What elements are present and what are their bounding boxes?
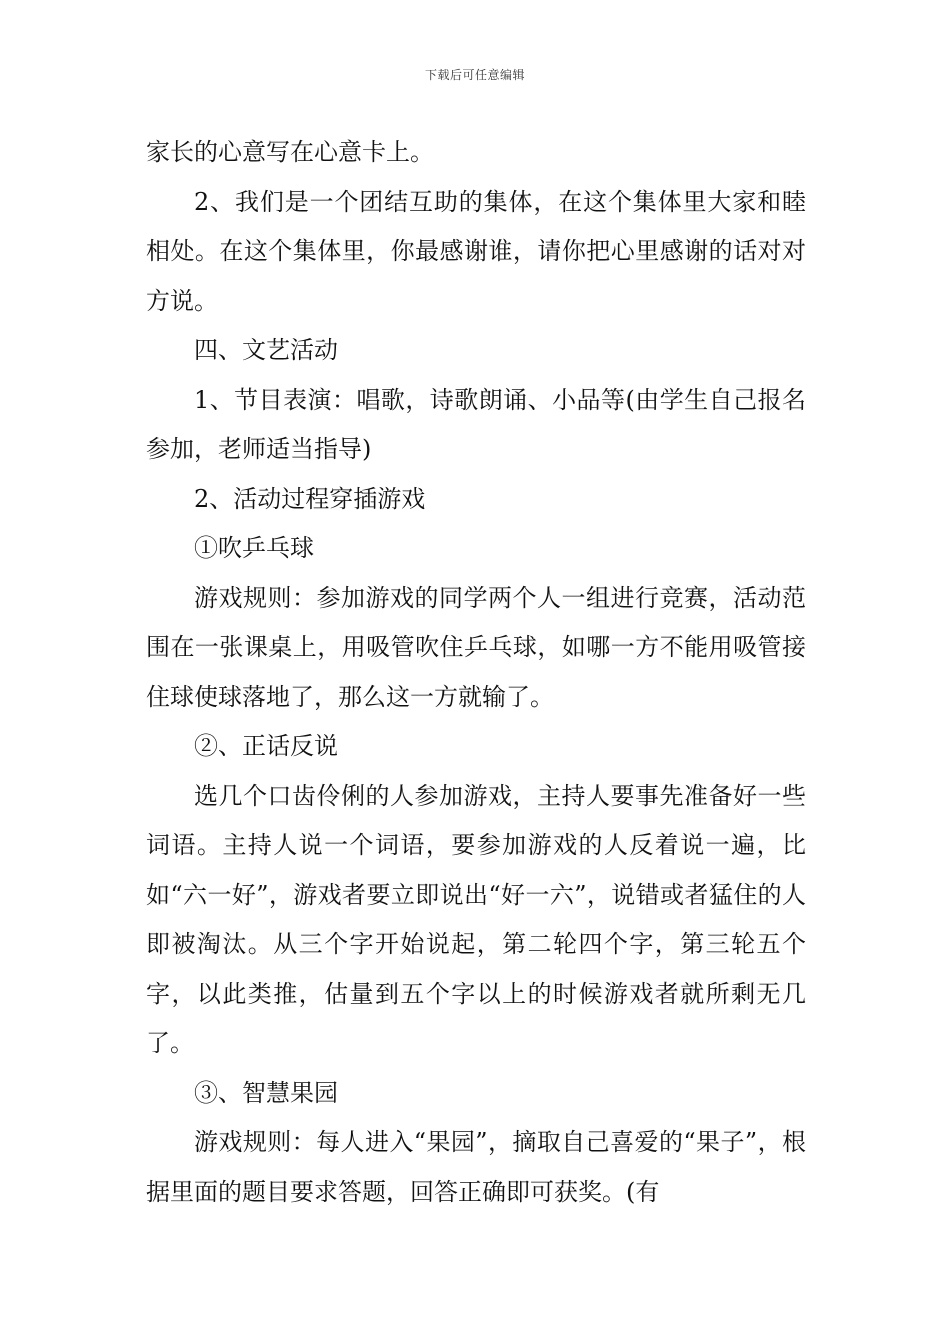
game-rules-orchard: 游戏规则：每人进入“果园”，摘取自己喜爱的“果子”，根据里面的题目要求答题，回答正确即可获奖。(有 — [146, 1128, 806, 1206]
game-heading-reverse: ②、正话反说 — [194, 732, 338, 760]
page-header: 下载后可任意编辑 — [424, 68, 525, 82]
paragraph-2: 2、我们是一个团结互助的集体，在这个集体里大家和睦相处。在这个集体里，你最感谢谁，请你把心里感谢的话对对方说。 — [146, 187, 806, 315]
paragraph-games-intro: 2、活动过程穿插游戏 — [194, 484, 426, 513]
document-body — [146, 128, 806, 1217]
paragraph-1: 家长的心意写在心意卡上。 — [146, 138, 434, 166]
paragraph-performance: 1、节目表演：唱歌，诗歌朗诵、小品等(由学生自己报名参加，老师适当指导) — [146, 385, 806, 463]
section-heading-arts: 四、文艺活动 — [194, 336, 338, 364]
game-rules-pingpong: 游戏规则：参加游戏的同学两个人一组进行竞赛，活动范围在一张课桌上，用吸管吹住乒乓球，如哪一方不能用吸管接住球使球落地了，那么这一方就输了。 — [146, 583, 806, 711]
game-heading-pingpong: ①吹乒乓球 — [194, 534, 314, 562]
game-rules-reverse: 选几个口齿伶俐的人参加游戏，主持人要事先准备好一些词语。主持人说一个词语，要参加游戏的人反着说一遍，比如“六一好”，游戏者要立即说出“好一六”，说错或者猛住的人即被淘汰。从三个字开始说起，第二轮四个字，第三轮五个字，以此类推，估量到五个字以上的时候游戏者就所剩无几了。 — [146, 781, 806, 1057]
game-heading-orchard: ③、智慧果园 — [194, 1078, 338, 1107]
